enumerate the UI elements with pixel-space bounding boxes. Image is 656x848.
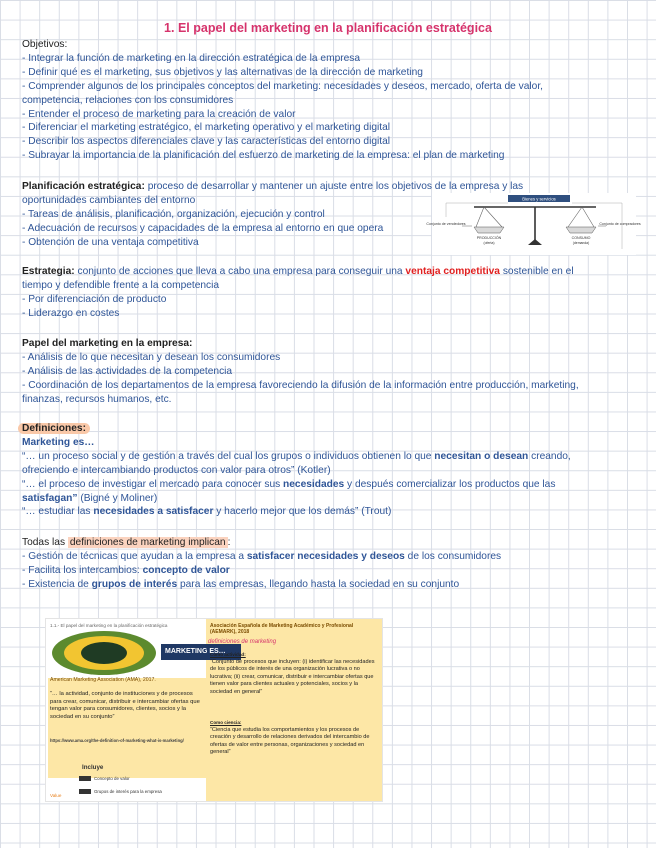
estrategia-item: - Liderazgo en costes — [22, 307, 120, 319]
papel-heading: Papel del marketing en la empresa: — [22, 338, 193, 349]
balanza-right: Conjunto de compradores — [599, 222, 641, 226]
marketing-es: Marketing es… — [22, 436, 95, 448]
estrategia-def-2: tiempo y defendible frente a la competencia — [22, 279, 220, 291]
ama-url: https://www.ama.org/the-definition-of-marketing-what-is-marketing/ — [50, 738, 184, 743]
def-bigne-satisfagan: satisfagan” — [22, 492, 78, 504]
ventaja-competitiva: ventaja competitiva — [405, 266, 500, 277]
actividad-label: Como actividad: — [210, 652, 246, 657]
objetivos-heading: Objetivos: — [22, 39, 68, 50]
papel-item: - Coordinación de los departamentos de la empresa favoreciendo la difusión de la información entre producción, marketing, — [22, 379, 579, 391]
page-title: 1. El papel del marketing en la planificación estratégica — [164, 21, 492, 35]
estrategia-term: Estrategia: — [22, 266, 75, 277]
papel-item: - Análisis de las actividades de la competencia — [22, 365, 233, 377]
def-trout-bold: necesidades a satisfacer — [93, 506, 214, 518]
def-kotler: “… un proceso social y de gestión a través del cual los grupos o individuos obtienen lo que — [22, 450, 435, 462]
marketing-ring-core — [81, 642, 127, 664]
ciencia-label: Como ciencia: — [210, 720, 242, 725]
objetivo-item: competencia, relaciones con los consumidores — [22, 94, 234, 106]
definiciones-heading: Definiciones: — [18, 423, 90, 434]
papel-item: - Análisis de lo que necesitan y desean los consumidores — [22, 351, 281, 363]
planificacion-item: - Tareas de análisis, planificación, organización, ejecución y control — [22, 208, 325, 220]
todas-section — [22, 536, 634, 592]
objetivo-item: - Subrayar la importancia de la planificación del esfuerzo de marketing de la empresa: el plan de marketing — [22, 150, 505, 162]
estrategia-def-end: sostenible en el — [499, 266, 574, 277]
todas-intro: Todas las — [22, 537, 68, 548]
def-bigne: “… el proceso de investigar el mercado para conocer sus — [22, 478, 284, 490]
embedded-slide — [46, 619, 382, 801]
objetivo-item: - Comprender algunos de los principales conceptos del marketing: necesidades y deseos, mercado, oferta de valor, — [22, 80, 543, 92]
todas-item-1: - Gestión de técnicas que ayudan a la empresa a — [22, 550, 247, 562]
def-kotler-end: creando, — [528, 450, 571, 462]
papel-section — [22, 337, 634, 407]
todas-item-3-end: para las empresas, llegando hasta la sociedad en su conjunto — [177, 578, 460, 590]
balanza-top: Bienes y servicios — [522, 196, 556, 202]
handwritten-value: Value — [50, 793, 62, 798]
planificacion-def-2: oportunidades cambiantes del entorno — [22, 194, 196, 206]
def-bigne-author: (Bigné y Moliner) — [77, 492, 158, 504]
ciencia-quote: “Ciencia que estudia los comportamientos y los procesos de creación y desarrollo de relaciones derivados del intercambio de ofertas de valor entre personas, organizaciones y sociedad en general” — [210, 727, 370, 756]
todas-item-1-end: de los consumidores — [404, 550, 502, 562]
todas-item-2: - Facilita los intercambios: — [22, 564, 143, 576]
def-trout-end: y hacerlo mejor que los demás” (Trout) — [213, 506, 392, 518]
estrategia-item: - Por diferenciación de producto — [22, 293, 167, 305]
objetivo-item: - Definir qué es el marketing, sus objetivos y las alternativas de la dirección de marketing — [22, 66, 423, 78]
todas-item-1-bold: satisfacer necesidades y deseos — [246, 550, 405, 562]
estrategia-section — [22, 265, 634, 321]
planificacion-def: proceso de desarrollar y mantener un ajuste entre los objetivos de la empresa y las — [144, 181, 524, 192]
balanza-figure — [426, 193, 641, 255]
balanza-pan-right: CONSUMO — [571, 236, 591, 240]
objetivo-item: - Integrar la función de marketing en la dirección estratégica de la empresa — [22, 52, 361, 64]
papel-item: finanzas, recursos humanos, etc. — [22, 393, 172, 405]
balanza-left: Conjunto de vendedores — [426, 222, 466, 226]
def-bigne-end: y después comercializar los productos que las — [344, 478, 556, 490]
actividad-quote: “Conjunto de procesos que incluyen: (i) identificar las necesidades de los públicos de interés de una organización lucrativa o no lucrativa; (ii) crear, comunicar, distribuir e intercambiar ofertas que tienen valor para clientes actuales y potenciales, socios y la sociedad en general” — [210, 659, 375, 695]
balanza-pan-left: PRODUCCIÓN — [476, 236, 502, 240]
objetivos-section — [22, 38, 634, 163]
balanza-pan-right-sub: (demanda) — [572, 241, 590, 245]
balanza-pan-left-sub: (oferta) — [483, 241, 495, 245]
todas-highlight: definiciones de marketing implican — [69, 537, 226, 548]
marketing-es-box: MARKETING ES… — [161, 644, 241, 660]
todas-item-3-bold: grupos de interés — [91, 578, 178, 590]
incluye-item-grupos: Grupos de interés para la empresa — [94, 789, 162, 794]
def-kotler-bold: necesitan o desean — [434, 450, 529, 462]
todas-item-3: - Existencia de — [22, 578, 92, 590]
def-kotler-2: ofreciendo e intercambiando productos con valor para otros” (Kotler) — [22, 464, 331, 476]
todas-colon: : — [227, 537, 231, 548]
arrow-icon — [79, 789, 91, 794]
incluye-item-valor: Concepto de valor — [94, 776, 130, 781]
objetivo-item: - Diferenciar el marketing estratégico, el marketing operativo y el marketing digital — [22, 122, 391, 134]
planificacion-term: Planificación estratégica: — [22, 181, 145, 192]
definiciones-section — [22, 422, 634, 519]
objetivo-item: - Entender el proceso de marketing para la creación de valor — [22, 108, 296, 120]
aemark-source: Asociación Española de Marketing Académico y Profesional (AEMARK), 2018 — [210, 623, 354, 636]
objetivo-item: - Describir los aspectos diferenciales clave y las características del entorno digital — [22, 136, 391, 148]
incluye-label: Incluye — [82, 764, 104, 771]
planificacion-item: - Obtención de una ventaja competitiva — [22, 236, 199, 248]
def-bigne-bold: necesidades — [283, 478, 345, 490]
handwritten-annotation: definiciones de marketing — [208, 639, 277, 645]
arrow-icon — [79, 776, 91, 781]
todas-item-2-bold: concepto de valor — [142, 564, 230, 576]
slide-header: 1.1.- El papel del marketing en la planificación estratégica — [50, 623, 168, 628]
ama-quote: “… la actividad, conjunto de instituciones y de procesos para crear, comunicar, distribuir e intercambiar ofertas que tengan valor para consumidores, clientes, socios y la sociedad en su conjunto” — [50, 691, 200, 720]
estrategia-def: conjunto de acciones que lleva a cabo una empresa para conseguir una — [74, 266, 406, 277]
def-trout: “… estudiar las — [22, 506, 94, 518]
planificacion-item: - Adecuación de recursos y capacidades de la empresa al entorno en que opera — [22, 222, 384, 234]
ama-source: American Marketing Association (AMA), 2017. — [50, 677, 156, 683]
